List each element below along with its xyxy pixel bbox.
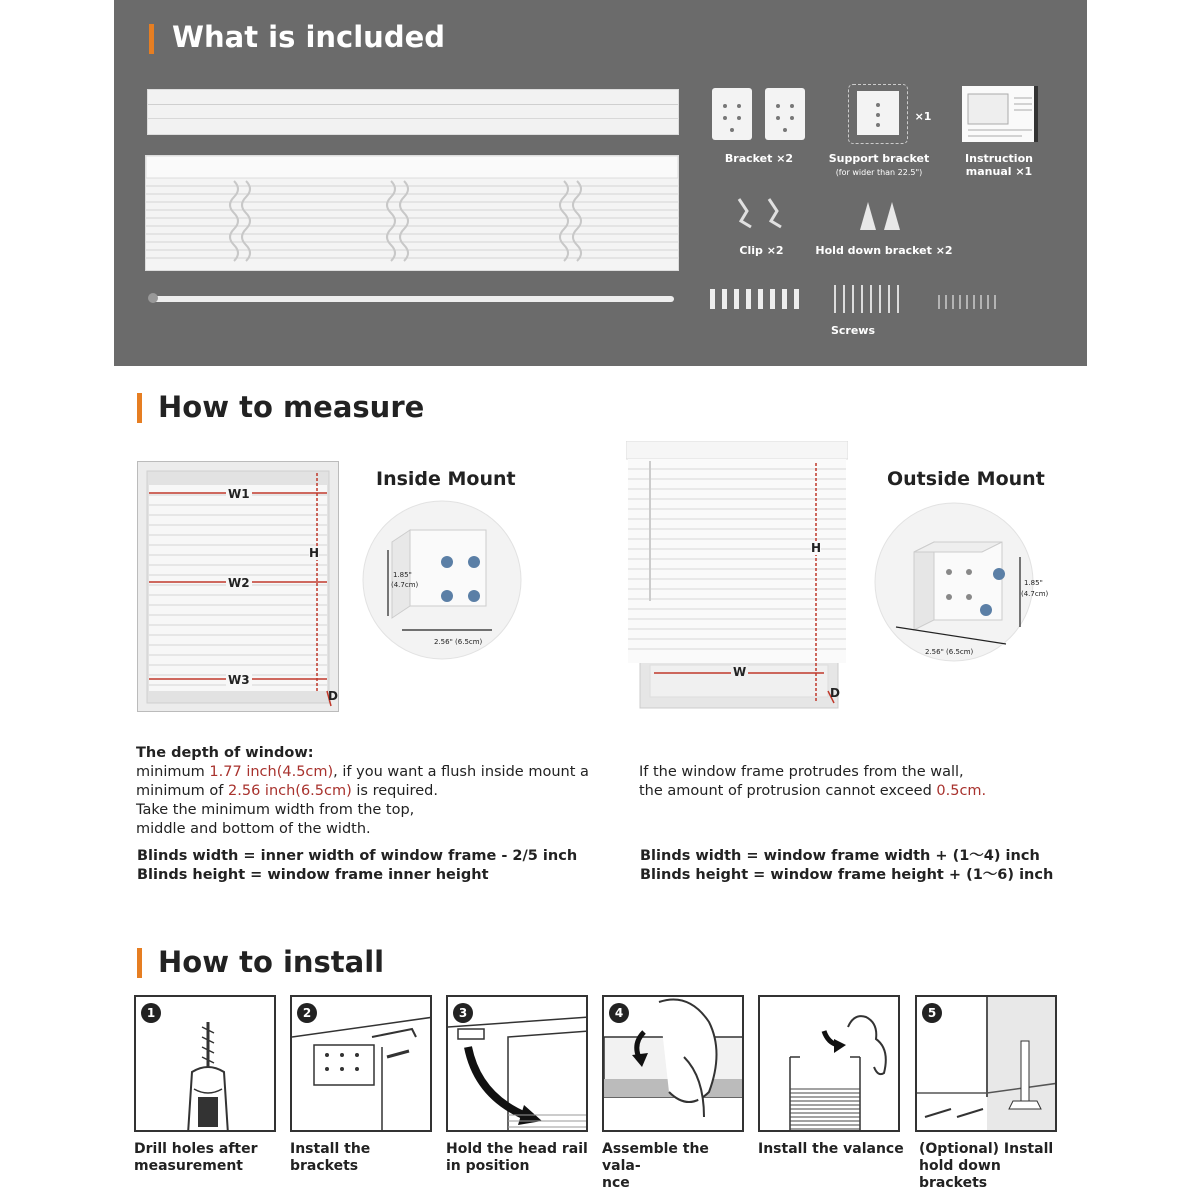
step-5-illustration [915, 995, 1057, 1132]
bracket-left-image [712, 88, 752, 140]
protrusion-line-2: the amount of protrusion cannot exceed 0.5cm. [639, 783, 987, 799]
outside-label-w: W [733, 665, 747, 679]
bracket-right-image [765, 88, 805, 140]
outside-height-cm: (4.7cm) [1021, 590, 1049, 598]
protrusion-line-1: If the window frame protrudes from the wall, [639, 764, 964, 780]
depth-line-1: minimum 1.77 inch(4.5cm), if you want a flush inside mount a [136, 764, 589, 780]
support-bracket-note: (for wider than 22.5") [835, 168, 923, 177]
depth-line-4: middle and bottom of the width. [136, 821, 371, 837]
wand-hook-icon [148, 293, 158, 303]
step-1-number: 1 [141, 1003, 161, 1023]
outside-width-formula: Blinds width = window frame width + (1～4) inch [640, 848, 1040, 864]
label-h: H [309, 546, 320, 560]
blind-slats-image [145, 155, 679, 271]
label-w2: W2 [228, 576, 250, 590]
included-title: What is included [172, 20, 446, 54]
support-bracket-count: ×1 [914, 110, 932, 123]
section-accent-bar [137, 948, 142, 978]
step-5-label: (Optional) Install hold down brackets [919, 1141, 1054, 1191]
depth-heading: The depth of window: [136, 745, 314, 761]
measure-title: How to measure [158, 390, 425, 424]
inside-height-dim: 1.85" [393, 571, 412, 579]
step-3-number: 3 [453, 1003, 473, 1023]
included-panel [114, 0, 1087, 366]
step-5-number: 5 [922, 1003, 942, 1023]
depth-line-3: Take the minimum width from the top, [136, 802, 415, 818]
outside-bracket-detail [874, 502, 1034, 662]
step-1-illustration [134, 995, 276, 1132]
manual-label: Instruction [965, 152, 1033, 165]
step-2-number: 2 [297, 1003, 317, 1023]
support-bracket-label: Support bracket [828, 152, 930, 165]
clip-label: Clip ×2 [739, 244, 784, 257]
hold-down-bracket-icon [856, 198, 906, 232]
inside-height-cm: (4.7cm) [391, 581, 419, 589]
step-2-illustration [290, 995, 432, 1132]
step-1-label: Drill holes after measurement [134, 1141, 258, 1174]
depth-line-2: minimum of 2.56 inch(6.5cm) is required. [136, 783, 438, 799]
screws-icon [706, 285, 1006, 315]
inside-bracket-detail [362, 500, 522, 660]
screws-label: Screws [830, 324, 876, 337]
outside-height-dim: 1.85" [1024, 579, 1043, 587]
manual-image [962, 86, 1038, 142]
label-d: D [328, 689, 338, 703]
install-title: How to install [158, 945, 385, 979]
clip-icon [731, 195, 791, 233]
outside-label-d: D [830, 686, 840, 700]
outside-width-dim: 2.56" (6.5cm) [925, 648, 974, 656]
step-valance-label: Install the valance [758, 1141, 904, 1157]
outside-height-formula: Blinds height = window frame height + (1～6) inch [640, 867, 1054, 883]
inside-height-formula: Blinds height = window frame inner height [137, 867, 489, 883]
inside-mount-title: Inside Mount [376, 468, 516, 490]
support-bracket-image [857, 91, 899, 135]
step-4-label: Assemble the vala- nce [602, 1141, 709, 1191]
inside-width-dim: 2.56" (6.5cm) [434, 638, 483, 646]
support-bracket-frame [848, 84, 908, 144]
outside-label-h: H [811, 541, 822, 555]
step-4-number: 4 [609, 1003, 629, 1023]
step-3-illustration [446, 995, 588, 1132]
outside-mount-title: Outside Mount [887, 468, 1045, 490]
step-3-label: Hold the head rail in position [446, 1141, 588, 1174]
label-w3: W3 [228, 673, 250, 687]
section-accent-bar [149, 24, 154, 54]
hold-down-bracket-label: Hold down bracket ×2 [815, 244, 953, 257]
inside-width-formula: Blinds width = inner width of window frame - 2/5 inch [137, 848, 578, 864]
tilt-wand-image [150, 296, 674, 302]
manual-label-2: manual ×1 [965, 165, 1033, 178]
step-valance-illustration [758, 995, 900, 1132]
section-accent-bar [137, 393, 142, 423]
label-w1: W1 [228, 487, 250, 501]
bracket-label: Bracket ×2 [724, 152, 794, 165]
step-2-label: Install the brackets [290, 1141, 371, 1174]
step-4-illustration [602, 995, 744, 1132]
valance-image [147, 89, 679, 135]
